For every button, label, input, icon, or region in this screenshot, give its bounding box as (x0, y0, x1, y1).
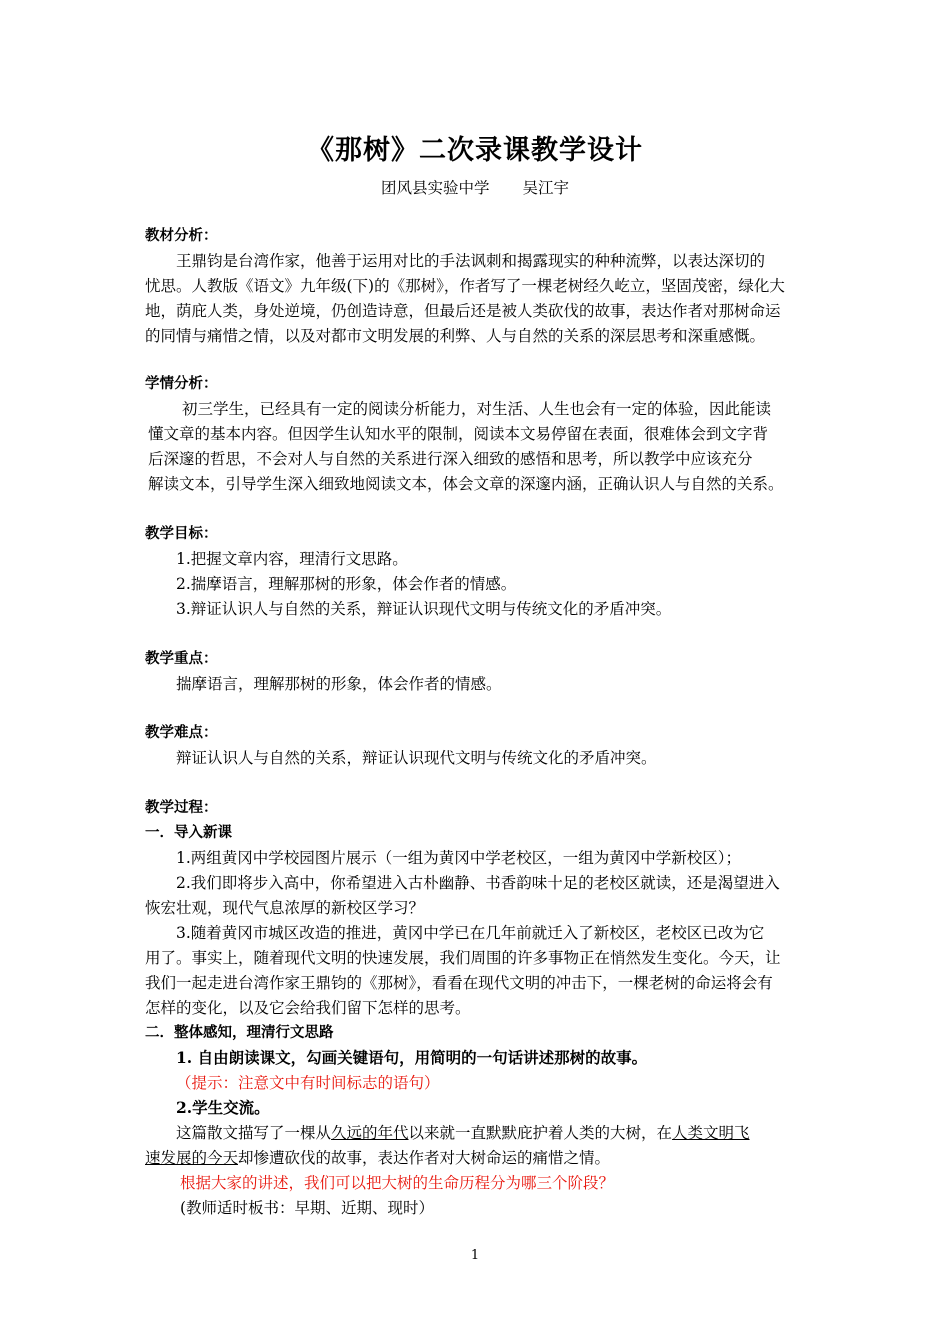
author-school: 团风县实验中学 (381, 179, 490, 197)
section-2-task: 1. 自由朗读课文，勾画关键语句，用简明的一句话讲述那树的故事。 (176, 1048, 648, 1067)
student-analysis-line: 解读文本，引导学生深入细致地阅读文本，体会文章的深邃内涵，正确认识人与自然的关系。 (148, 475, 784, 493)
student-analysis-line: 后深邃的哲思，不会对人与自然的关系进行深入细致的感悟和思考，所以教学中应该充分 (148, 450, 753, 468)
student-analysis-heading: 学情分析： (145, 376, 218, 392)
student-analysis-line: 懂文章的基本内容。但因学生认知水平的限制，阅读本文易停留在表面，很难体会到文字背 (148, 425, 769, 443)
difficulty-heading: 教学难点： (145, 725, 218, 741)
section-1-paragraph: 2.我们即将步入高中，你希望进入古朴幽静、书香韵味十足的老校区就读，还是渴望进入 (176, 874, 780, 892)
section-2-hint: （提示：注意文中有时间标志的语句） (176, 1074, 440, 1092)
material-analysis-line: 王鼎钧是台湾作家，他善于运用对比的手法讽刺和揭露现实的种种流弊，以表达深切的 (176, 252, 766, 270)
student-analysis-line: 初三学生，已经具有一定的阅读分析能力，对生活、人生也会有一定的体验，因此能读 (182, 400, 772, 418)
section-2-question: 根据大家的讲述，我们可以把大树的生命历程分为哪三个阶段？ (180, 1174, 615, 1192)
material-analysis-heading: 教材分析： (145, 228, 218, 244)
section-1-paragraph: 3.随着黄冈市城区改造的推进，黄冈中学已在几年前就迁入了新校区，老校区已改为它 (176, 924, 765, 942)
section-1-heading: 一．导入新课 (145, 825, 232, 841)
section-1-paragraph: 我们一起走进台湾作家王鼎钧的《那树》，看看在现代文明的冲击下，一棵老树的命运将会有 (145, 974, 773, 992)
page-title: 《那树》二次录课教学设计 (307, 135, 643, 166)
section-2-exchange: 2.学生交流。 (176, 1098, 270, 1117)
section-1-paragraph: 用了。事实上，随着现代文明的快速发展，我们周围的许多事物正在悄然发生变化。今天，让 (145, 949, 781, 967)
difficulty-text: 辩证认识人与自然的关系，辩证认识现代文明与传统文化的矛盾冲突。 (176, 749, 657, 767)
underlined-phrase: 人类文明飞 (672, 1124, 750, 1142)
material-analysis-line: 地，荫庇人类，身处逆境，仍创造诗意，但最后还是被人类砍伐的故事，表达作者对那树命运 (145, 302, 781, 320)
section-2-board-note: (教师适时板书：早期、近期、现时） (180, 1199, 435, 1217)
underlined-phrase: 速发展的今天 (145, 1149, 239, 1167)
goals-heading: 教学目标： (145, 526, 218, 542)
author-line (0, 176, 950, 198)
material-analysis-line: 忧思。人教版《语文》九年级(下)的《那树》，作者写了一棵老树经久屹立，坚固茂密，绿化大 (145, 277, 785, 295)
section-2-paragraph (176, 1123, 750, 1143)
section-1-paragraph: 1.两组黄冈中学校园图片展示（一组为黄冈中学老校区，一组为黄冈中学新校区）； (176, 849, 742, 867)
section-1-paragraph: 恢宏壮观，现代气息浓厚的新校区学习？ (145, 899, 425, 917)
goal-item: 1.把握文章内容，理清行文思路。 (176, 550, 408, 568)
goal-item: 2.揣摩语言，理解那树的形象，体会作者的情感。 (176, 575, 517, 593)
key-point-text: 揣摩语言，理解那树的形象，体会作者的情感。 (176, 675, 502, 693)
paragraph-text: 以来就一直默默庇护着人类的大树，在 (408, 1124, 673, 1142)
page-number: 1 (470, 1248, 480, 1263)
section-2-heading: 二．整体感知，理清行文思路 (145, 1025, 334, 1041)
section-2-paragraph (145, 1148, 610, 1168)
paragraph-text: 这篇散文描写了一棵从 (176, 1124, 332, 1142)
section-1-paragraph: 怎样的变化，以及它会给我们留下怎样的思考。 (145, 999, 471, 1017)
author-name: 吴江宇 (522, 179, 569, 197)
paragraph-text: 却惨遭砍伐的故事，表达作者对大树命运的痛惜之情。 (238, 1149, 611, 1167)
process-heading: 教学过程： (145, 800, 218, 816)
key-point-heading: 教学重点： (145, 651, 218, 667)
goal-item: 3.辩证认识人与自然的关系，辩证认识现代文明与传统文化的矛盾冲突。 (176, 600, 672, 618)
material-analysis-line: 的同情与痛惜之情，以及对都市文明发展的利弊、人与自然的关系的深层思考和深重感慨。 (145, 327, 766, 345)
underlined-phrase: 久远的年代 (331, 1124, 409, 1142)
